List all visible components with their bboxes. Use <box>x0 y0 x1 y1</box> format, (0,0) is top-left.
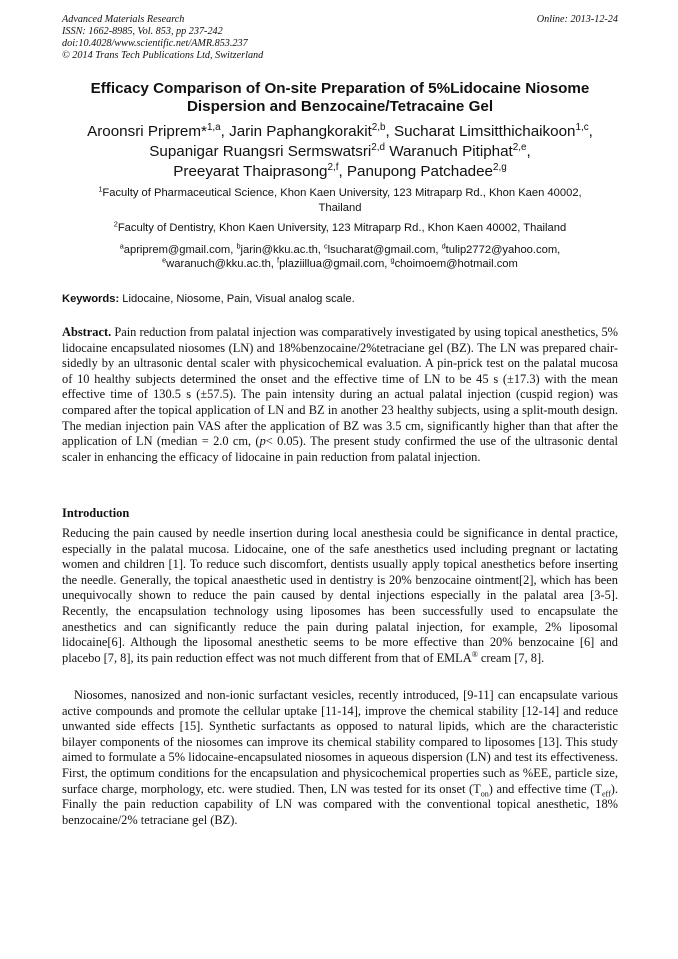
journal-name: Advanced Materials Research <box>62 14 185 25</box>
email-g: choimoem@hotmail.com <box>394 258 518 270</box>
author-name: , Panupong Patchadee <box>338 163 493 180</box>
author-sep: , <box>588 123 593 140</box>
email-sup: e <box>162 255 167 265</box>
affiliation-1-line-2: Thailand <box>318 202 362 214</box>
introduction-paragraph-1 <box>62 526 618 666</box>
abstract-tail: < 0.05). The present study confirmed the use of the ultrasonic dental scaler in enhancing the efficacy of lidocaine in pain reduction from palatal injection. <box>62 434 618 464</box>
author-name: , Jarin Paphangkorakit <box>220 123 372 140</box>
abstract-label: Abstract. <box>62 325 112 339</box>
author-line-1 <box>62 122 618 142</box>
email-sup: g <box>390 255 395 265</box>
author-line-2 <box>62 142 618 162</box>
journal-header <box>62 14 618 62</box>
journal-doi: doi:10.4028/www.scientific.net/AMR.853.237 <box>62 38 248 49</box>
journal-issn: ISSN: 1662-8985, Vol. 853, pp 237-242 <box>62 26 223 37</box>
email-d: tulip2772@yahoo.com, <box>445 244 561 256</box>
author-emails <box>62 243 618 271</box>
section-heading-introduction: Introduction <box>62 506 130 520</box>
paragraph-text: cream [7, 8]. <box>477 650 545 665</box>
author-sep: , <box>526 143 531 160</box>
affiliation-sup: 1 <box>98 184 103 194</box>
author-list <box>62 122 618 182</box>
title-line-2: Dispersion and Benzocaine/Tetracaine Gel <box>186 98 494 115</box>
author-sup: 1,c <box>575 121 589 133</box>
author-name: Supanigar Ruangsri Sermswatsri <box>149 143 372 160</box>
keywords-text: Lidocaine, Niosome, Pain, Visual analog scale. <box>119 293 355 305</box>
email-sup: f <box>277 255 280 265</box>
email-a: apriprem@gmail.com, <box>123 244 237 256</box>
affiliation-2 <box>62 221 618 236</box>
author-name: Aroonsri Priprem* <box>87 123 207 140</box>
email-f: plaziillua@gmail.com, <box>279 258 391 270</box>
author-name: Preeyarat Thaiprasong <box>173 163 328 180</box>
author-name: , Sucharat Limsitthichaikoon <box>385 123 576 140</box>
affiliation-text: Faculty of Pharmaceutical Science, Khon Kaen University, 123 Mitraparp Rd., Khon Kaen 40002, <box>102 187 582 199</box>
affiliation-sup: 2 <box>113 219 118 229</box>
email-line-2 <box>62 257 618 271</box>
email-c: lsucharat@gmail.com, <box>327 244 442 256</box>
affiliation-1-line-1 <box>62 186 618 201</box>
email-line-1 <box>62 243 618 257</box>
email-e: waranuch@kku.ac.th, <box>166 258 278 270</box>
online-date: Online: 2013-12-24 <box>536 14 618 25</box>
subscript-on: on <box>480 789 489 799</box>
author-sup: 2,d <box>371 141 385 153</box>
author-sup: 2,e <box>512 141 527 153</box>
author-sup: 2,g <box>493 161 507 173</box>
author-sup: 2,b <box>371 121 386 133</box>
keywords-label: Keywords: <box>62 293 120 305</box>
paragraph-text: ) and effective time (T <box>488 781 602 796</box>
subscript-eff: eff <box>601 789 611 799</box>
author-name: Waranuch Pitiphat <box>385 143 513 160</box>
email-sup: c <box>324 241 328 251</box>
email-sup: b <box>236 241 241 251</box>
author-sup: 1,a <box>206 121 221 133</box>
author-sup: 2,f <box>327 161 339 173</box>
paragraph-text: Reducing the pain caused by needle insertion during local anesthesia could be significance in dental practice, especially in the palatal mucosa. Lidocaine, one of the safe anesthetics used including pregnant or lactating women and children [1]. To reduce such discomfort, dentists usually apply topical anesthetics before inserting the needle. Generally, the topical anaesthetic used in dentistry is 20% benzocaine ointment[2], which has been unequivocally shown to reduce the pain caused by dental injections especially in the palatal area [3-5]. Recently, the encapsulation technology using liposomes has been successfully used to encapsulate the anesthetics and can significantly reduce the pain during palatal injection, for example, 2% liposomal lidocaine[6]. Although the liposomal anesthetic seems to be more effective than 20% benzocaine [6] and placebo [7, 8], its pain reduction effect was not much different from that of EMLA <box>62 526 618 665</box>
abstract-p: p <box>259 434 266 449</box>
paragraph-text: Niosomes, nanosized and non-ionic surfactant vesicles, recently introduced, [9-11] can encapsulate various active compounds and promote the cellular uptake [11-14], improve the chemical stability [12-14] and reduce unwanted side effects [15]. Synthetic surfactants as opposed to natural lipids, which are the characteristic bilayer components of the niosomes can improve its chemical stability compared to liposomes [13]. This study aimed to formulate a 5% lidocaine-encapsulated niosomes in aqueous dispersion (LN) and test its effectiveness. First, the optimum conditions for the encapsulation and physicochemical properties such as %EE, particle size, surface charge, morphology, etc. were studied. Then, LN was tested for its onset (T <box>62 688 618 796</box>
keywords <box>62 292 618 306</box>
paper-title <box>62 80 618 116</box>
author-line-3 <box>62 162 618 182</box>
paragraph-text: ). Finally the pain reduction capability of LN was compared with the conventional topical anesthetic, 18% benzocaine/2% tetraciane gel (BZ). <box>62 781 618 827</box>
affiliation-1 <box>62 186 618 216</box>
registered-mark: ® <box>471 649 478 659</box>
abstract <box>62 325 618 465</box>
title-line-1: Efficacy Comparison of On-site Preparation of 5%Lidocaine Niosome <box>90 80 590 97</box>
email-sup: a <box>119 241 124 251</box>
affiliation-text: Faculty of Dentistry, Khon Kaen University, 123 Mitraparp Rd., Khon Kaen 40002, Thailand <box>117 222 567 234</box>
journal-copyright: © 2014 Trans Tech Publications Ltd, Switzerland <box>62 50 264 61</box>
abstract-text: Pain reduction from palatal injection was comparatively investigated by using topical anesthetics, 5% lidocaine encapsulated niosomes (LN) and 18%benzocaine/2%tetraciane gel (BZ). The LN was prepared chair-sidedly by an ultrasonic dental scaler with physicochemical evaluation. A pin-prick test on the palatal mucosa of 10 healthy subjects determined the onset and the effective time of LN to be 45 s (±17.3) with the mean effective time of 130.5 s (±57.5). The pain intensity during an actual palatal injection (cuspid region) was compared after the topical application of LN and BZ in another 23 healthy subjects, using a split-mouth design. The median injection pain VAS after the application of BZ was 3.5 cm, significantly higher than that after the application of LN (median = 2.0 cm, ( <box>62 325 618 449</box>
introduction-paragraph-2 <box>62 688 618 828</box>
email-sup: d <box>441 241 446 251</box>
email-b: jarin@kku.ac.th, <box>240 244 325 256</box>
